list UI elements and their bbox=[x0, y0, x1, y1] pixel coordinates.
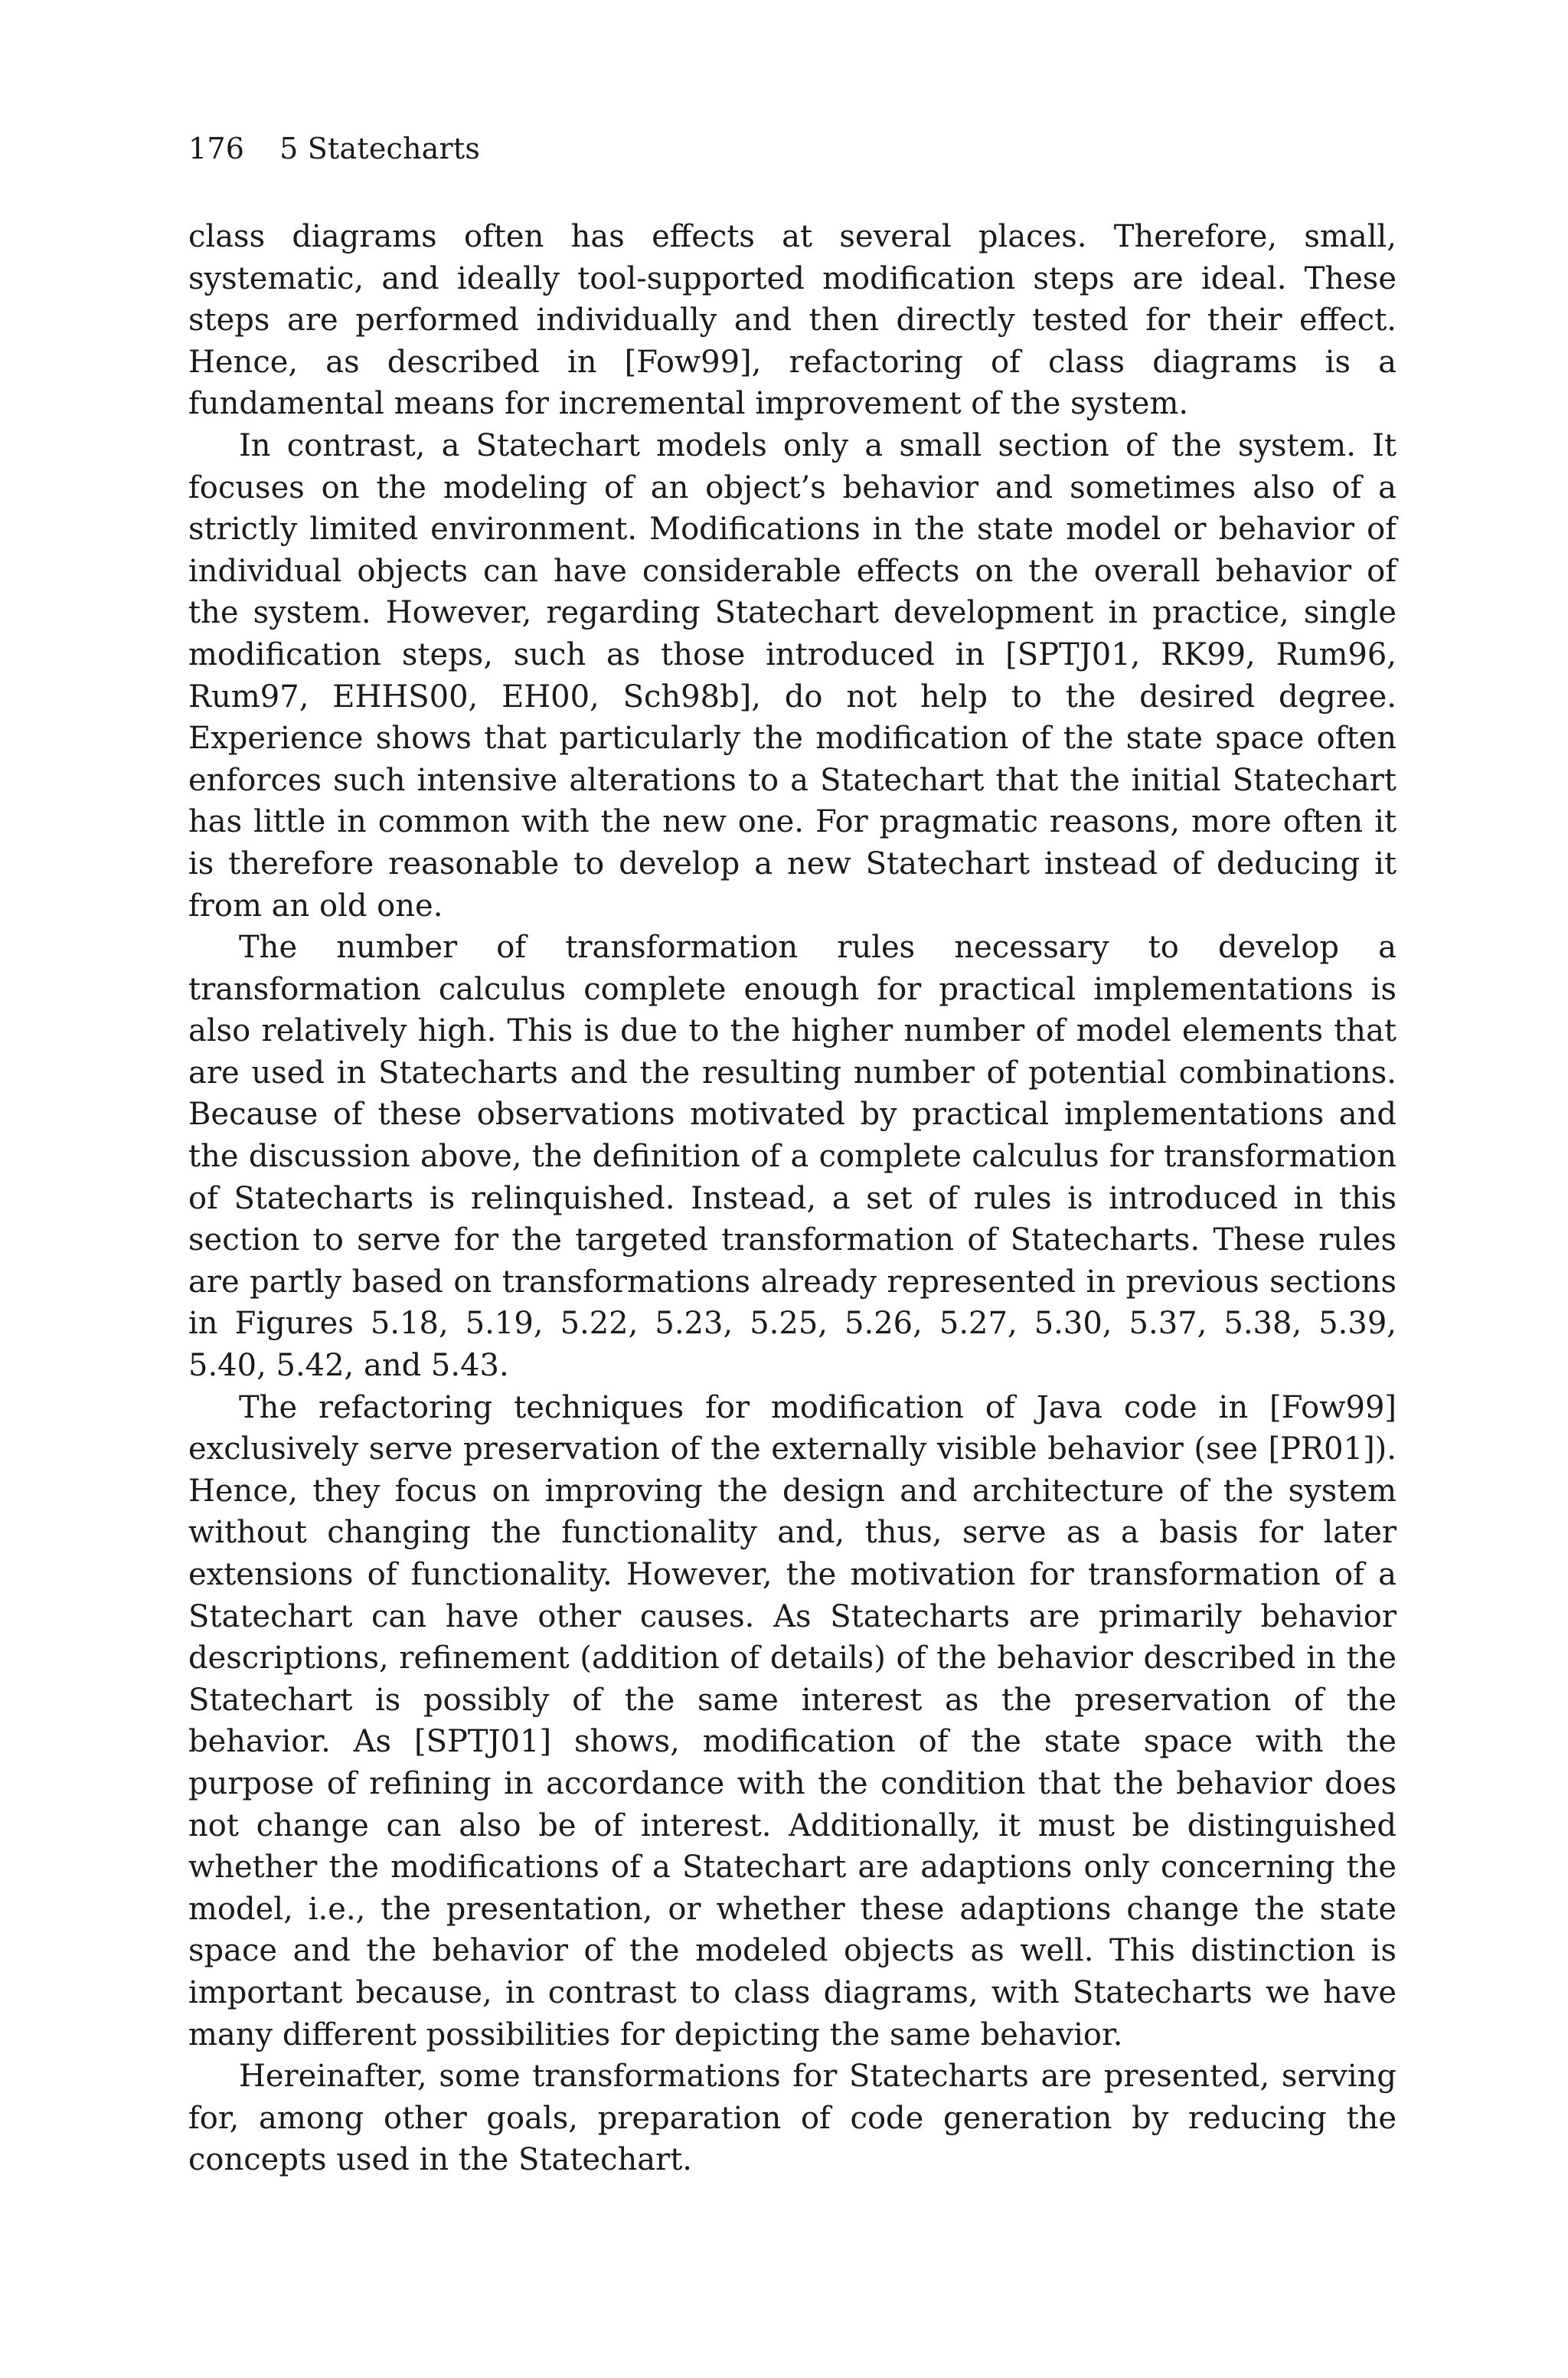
paragraph-4: The refactoring techniques for modification of Java code in [Fow99] exclusively serve preservation of the externally visible behavior (see [PR01]). Hence, they focus on improving the design and architecture of the system without changing the functionality and, thus, serve as a basis for later extensions of functionality. However, the motivation for transformation of a Statechart can have other causes. As Statecharts are primarily behavior descriptions, refinement (addition of details) of the behavior described in the Statechart is possibly of the same interest as the preservation of the behavior. As [SPTJ01] shows, modification of the state space with the purpose of refining in accordance with the condition that the behavior does not change can also be of interest. Additionally, it must be distinguished whether the modifications of a Statechart are adaptions only concerning the model, i.e., the presentation, or whether these adaptions change the state space and the behavior of the modeled objects as well. This distinction is important because, in contrast to class diagrams, with Statecharts we have many different possibilities for depicting the same behavior. bbox=[188, 1389, 1396, 2053]
body-text bbox=[188, 216, 1396, 2181]
paragraph-3: The number of transformation rules necessary to develop a transformation calculus complete enough for practical implementations is also relatively high. This is due to the higher number of model elements that are used in Statecharts and the resulting number of potential combinations. Because of these observations motivated by practical implementations and the discussion above, the definition of a complete calculus for transformation of Statecharts is relinquished. Instead, a set of rules is introduced in this section to serve for the targeted transformation of Statecharts. These rules are partly based on transformations already represented in previous sections in Figures 5.18, 5.19, 5.22, 5.23, 5.25, 5.26, 5.27, 5.30, 5.37, 5.38, 5.39, 5.40, 5.42, and 5.43. bbox=[188, 930, 1396, 1384]
paragraph-5: Hereinafter, some transformations for Statecharts are presented, serving for, among other goals, preparation of code generation by reducing the concepts used in the Statechart. bbox=[188, 2059, 1396, 2178]
paragraph-2: In contrast, a Statechart models only a small section of the system. It focuses on the modeling of an object’s behavior and sometimes also of a strictly limited environment. Modifications in the state model or behavior of individual objects can have considerable effects on the overall behavior of the system. However, regarding Statechart development in practice, single modification steps, such as those introduced in [SPTJ01, RK99, Rum96, Rum97, EHHS00, EH00, Sch98b], do not help to the desired degree. Experience shows that particularly the modification of the state space often enforces such intensive alterations to a Statechart that the initial Statechart has little in common with the new one. For pragmatic reasons, more often it is therefore reasonable to develop a new Statechart instead of deducing it from an old one. bbox=[188, 427, 1396, 924]
paragraph-1: class diagrams often has effects at several places. Therefore, small, systematic, and ideally tool-supported modification steps are ideal. These steps are performed individually and then directly tested for their effect. Hence, as described in [Fow99], refactoring of class diagrams is a fundamental means for incremental improvement of the system. bbox=[188, 219, 1396, 422]
chapter-title: 5 Statecharts bbox=[279, 132, 481, 165]
running-head bbox=[188, 129, 1396, 168]
page-number: 176 bbox=[188, 132, 245, 165]
book-page bbox=[188, 129, 1396, 2181]
